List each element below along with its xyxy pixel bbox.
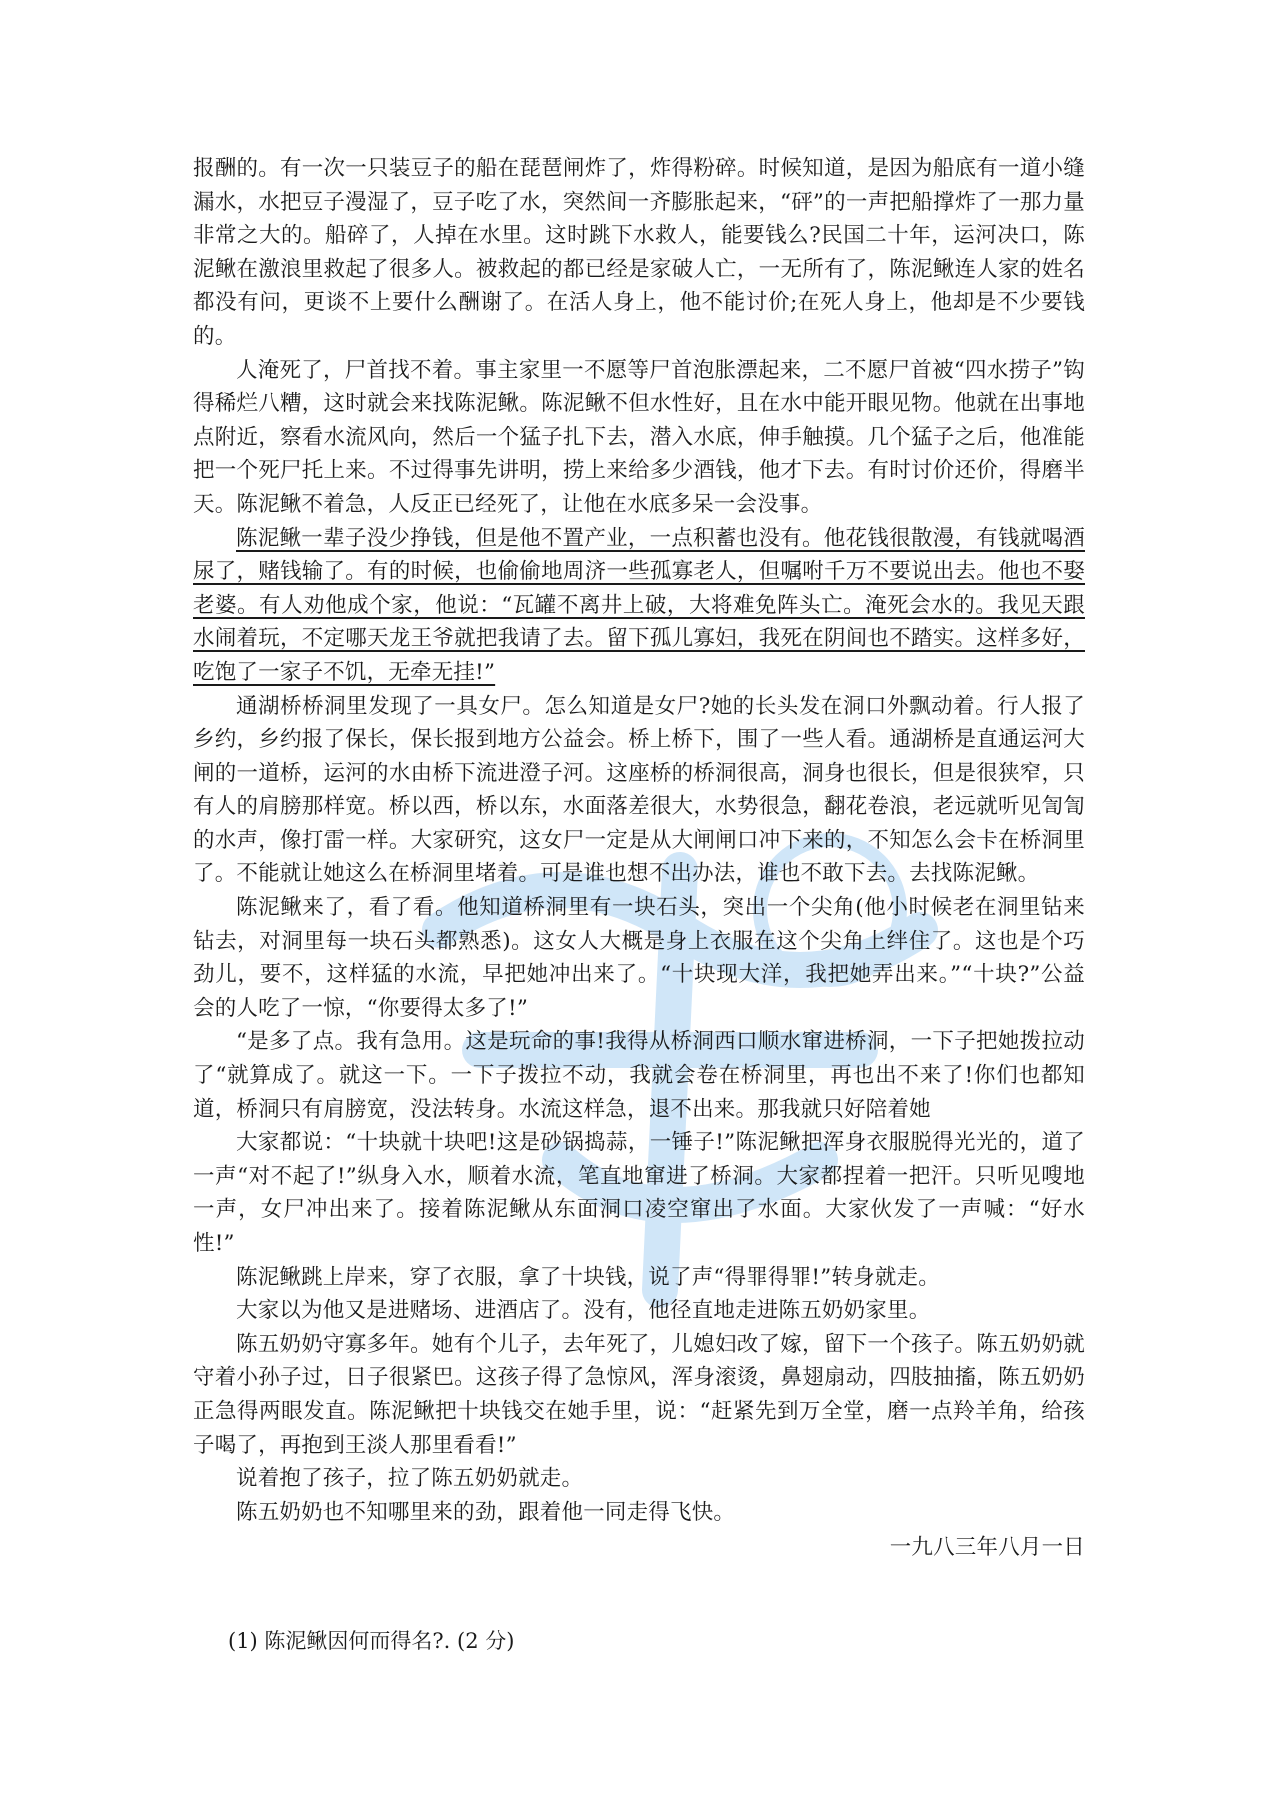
paragraph-9: 大家以为他又是进赌场、进酒店了。没有，他径直地走进陈五奶奶家里。 bbox=[236, 1298, 931, 1324]
paragraph-11: 说着抱了孩子，拉了陈五奶奶就走。 bbox=[236, 1466, 584, 1492]
paragraph-5: 陈泥鳅来了，看了看。他知道桥洞里有一块石头，突出一个尖角(他小时候老在洞里钻来钻去，对洞里每一块石头都熟悉)。这女人大概是身上衣服在这个尖角上绊住了。这也是个巧劲儿，要不，这样猛的水流，早把她冲出来了。“十块现大洋，我把她弄出来。”“十块?”公益会的人吃了一惊，“你要得太多了!” bbox=[193, 895, 1085, 1021]
paragraph-3-underlined: 陈泥鳅一辈子没少挣钱，但是他不置产业，一点积蓄也没有。他花钱很散漫，有钱就喝酒尿了，赌钱输了。有的时候，也偷偷地周济一些孤寡老人，但嘱咐千万不要说出去。他也不娶老婆。有人劝他成个家，他说：“瓦罐不离井上破，大将难免阵头亡。淹死会水的。我见天跟水闹着玩，不定哪天龙王爷就把我请了去。留下孤儿寡妇，我死在阴间也不踏实。这样多好，吃饱了一家子不饥，无牵无挂!” bbox=[193, 525, 1085, 685]
paragraph-1: 报酬的。有一次一只装豆子的船在琵琶闸炸了，炸得粉碎。时候知道，是因为船底有一道小缝漏水，水把豆子漫湿了，豆子吃了水，突然间一齐膨胀起来，“砰”的一声把船撑炸了一那力量非常之大的。船碎了，人掉在水里。这时跳下水救人，能要钱么?民国二十年，运河决口，陈泥鳅在激浪里救起了很多人。被救起的都已经是家破人亡，一无所有了，陈泥鳅连人家的姓名都没有问，更谈不上要什么酬谢了。在活人身上，他不能讨价;在死人身上，他却是不少要钱的。 bbox=[193, 156, 1085, 349]
article-date: 一九八三年八月一日 bbox=[889, 1535, 1085, 1561]
article-body bbox=[193, 152, 1085, 1565]
paragraph-7: 大家都说：“十块就十块吧!这是砂锅捣蒜，一锤子!”陈泥鳅把浑身衣服脱得光光的，道了一声“对不起了!”纵身入水，顺着水流，笔直地窜进了桥洞。大家都捏着一把汗。只听见嗖地一声，女尸冲出来了。接着陈泥鳅从东面洞口凌空窜出了水面。大家伙发了一声喊：“好水性!” bbox=[193, 1130, 1085, 1256]
paragraph-2: 人淹死了，尸首找不着。事主家里一不愿等尸首泡胀漂起来，二不愿尸首被“四水捞子”钩得稀烂八糟，这时就会来找陈泥鳅。陈泥鳅不但水性好，且在水中能开眼见物。他就在出事地点附近，察看水流风向，然后一个猛子扎下去，潜入水底，伸手触摸。几个猛子之后，他准能把一个死尸托上来。不过得事先讲明，捞上来给多少酒钱，他才下去。有时讨价还价，得磨半天。陈泥鳅不着急，人反正已经死了，让他在水底多呆一会没事。 bbox=[193, 357, 1085, 517]
paragraph-8: 陈泥鳅跳上岸来，穿了衣服，拿了十块钱，说了声“得罪得罪!”转身就走。 bbox=[236, 1264, 940, 1290]
paragraph-10: 陈五奶奶守寡多年。她有个儿子，去年死了，儿媳妇改了嫁，留下一个孩子。陈五奶奶就守着小孙子过，日子很紧巴。这孩子得了急惊风，浑身滚烫，鼻翅扇动，四肢抽搐，陈五奶奶正急得两眼发直。陈泥鳅把十块钱交在她手里，说：“赶紧先到万全堂，磨一点羚羊角，给孩子喝了，再抱到王淡人那里看看!” bbox=[193, 1331, 1085, 1458]
question-1: (1) 陈泥鳅因何而得名?. (2 分) bbox=[228, 1629, 515, 1653]
paragraph-4: 通湖桥桥洞里发现了一具女尸。怎么知道是女尸?她的长头发在洞口外飘动着。行人报了乡约，乡约报了保长，保长报到地方公益会。桥上桥下，围了一些人看。通湖桥是直通运河大闸的一道桥，运河的水由桥下流进澄子河。这座桥的桥洞很高，洞身也很长，但是很狭窄，只有人的肩膀那样宽。桥以西，桥以东，水面落差很大，水势很急，翻花卷浪，老远就听见訇訇的水声，像打雷一样。大家研究，这女尸一定是从大闸闸口冲下来的，不知怎么会卡在桥洞里了。不能就让她这么在桥洞里堵着。可是谁也想不出办法，谁也不敢下去。去找陈泥鳅。 bbox=[193, 693, 1085, 887]
paragraph-12: 陈五奶奶也不知哪里来的劲，跟着他一同走得飞快。 bbox=[236, 1499, 736, 1525]
paragraph-6: “是多了点。我有急用。这是玩命的事!我得从桥洞西口顺水窜进桥洞，一下子把她拨拉动了“就算成了。就这一下。一下子拨拉不动，我就会卷在桥洞里，再也出不来了!你们也都知道，桥洞只有肩膀宽，没法转身。水流这样急，退不出来。那我就只好陪着她 bbox=[193, 1029, 1085, 1122]
